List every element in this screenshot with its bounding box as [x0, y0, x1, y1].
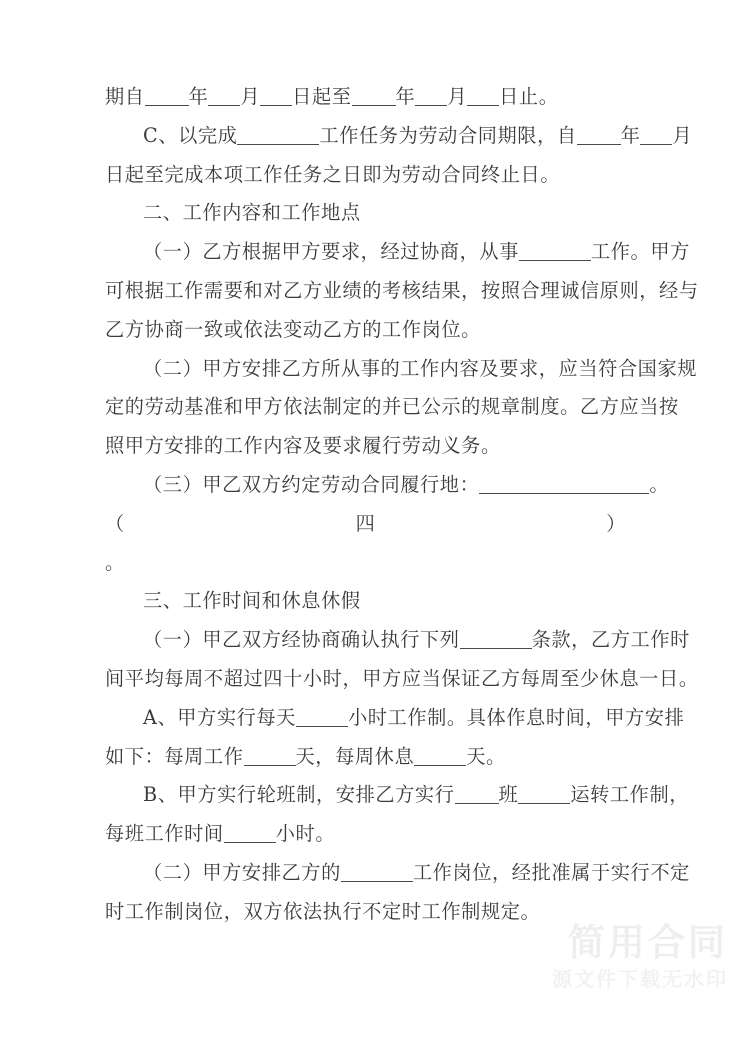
text-segment: 年 [188, 85, 209, 108]
contract-line [105, 815, 626, 854]
text-segment: 班 [498, 783, 519, 807]
contract-line [105, 78, 626, 117]
text-segment: 月 [447, 85, 468, 108]
fill-in-blank[interactable] [519, 245, 591, 261]
text-segment: 小时工作制。具体作息时间，甲方安排 [347, 705, 685, 729]
contract-line [105, 699, 685, 738]
fill-in-blank[interactable] [296, 711, 348, 727]
text-segment: B、甲方实行轮班制，安排乙方实行 [143, 783, 455, 807]
text-segment: 日起至完成本项工作任务之日即为劳动合同终止日。 [105, 162, 561, 186]
text-segment: 小时。 [275, 822, 336, 846]
section-number-four: 四 [355, 511, 376, 535]
fill-in-blank[interactable] [352, 90, 396, 106]
text-segment: 运转工作制， [570, 783, 690, 807]
text-segment: 工作任务为劳动合同期限，自 [319, 123, 577, 147]
text-segment: 乙方协商一致或依法变动乙方的工作岗位。 [105, 317, 481, 341]
heading-text: 二、工作内容和工作地点 [143, 201, 361, 225]
contract-line [105, 350, 698, 389]
fill-in-blank[interactable] [415, 90, 447, 106]
fill-in-blank[interactable] [455, 788, 499, 804]
text-segment: 天。 [466, 744, 506, 768]
text-segment: （三）甲乙双方约定劳动合同履行地： [143, 472, 480, 496]
section-heading-3 [105, 582, 626, 621]
paren-close: ） [606, 511, 626, 535]
text-segment: 日止。 [499, 85, 559, 108]
fill-in-blank[interactable] [467, 90, 499, 106]
fill-in-blank[interactable] [518, 788, 570, 804]
fill-in-blank[interactable] [208, 90, 240, 106]
contract-line [105, 660, 699, 699]
fill-in-blank[interactable] [145, 90, 189, 106]
document-body [105, 78, 699, 932]
contract-line [105, 893, 626, 932]
text-segment: 如下：每周工作 [105, 744, 244, 768]
fill-in-blank[interactable] [260, 90, 292, 106]
heading-text: 三、工作时间和休息休假 [143, 589, 361, 613]
fill-in-blank[interactable] [244, 750, 296, 766]
text-segment: 每班工作时间 [105, 822, 224, 846]
watermark-tagline: 源文件下载无水印 [552, 967, 728, 991]
text-segment: 工作岗位，经批准属于实行不定 [412, 860, 690, 884]
text-segment: 工作。甲方 [590, 240, 690, 264]
contract-line [105, 738, 626, 777]
watermark [552, 923, 728, 994]
text-segment: （二）甲方安排乙方的 [143, 860, 341, 884]
contract-line [105, 621, 690, 660]
text-segment: （一）甲乙双方经协商确认执行下列 [143, 628, 460, 652]
text-segment: 可根据工作需要和对乙方业绩的考核结果，按照合理诚信原则，经与 [105, 278, 699, 302]
contract-line [105, 233, 690, 272]
text-segment: （二）甲方安排乙方所从事的工作内容及要求，应当符合国家规 [143, 356, 698, 380]
text-segment: C、以完成 [143, 123, 238, 147]
text-segment: 日起至 [292, 85, 352, 108]
fill-in-blank[interactable] [224, 827, 276, 843]
fill-in-blank[interactable] [479, 478, 649, 494]
fill-in-blank[interactable] [341, 866, 413, 882]
watermark-brand: 简用合同 [568, 921, 728, 965]
fill-in-blank[interactable] [414, 750, 466, 766]
contract-line [105, 311, 626, 350]
paren-open: （ [105, 511, 125, 535]
text-segment: 定的劳动基准和甲方依法制定的并已公示的规章制度。乙方应当按 [105, 395, 679, 419]
contract-line [105, 117, 693, 156]
text-segment: 。 [649, 472, 670, 496]
text-segment: （一）乙方根据甲方要求，经过协商，从事 [143, 240, 519, 264]
orphan-period-line [105, 544, 626, 583]
fill-in-blank[interactable] [237, 129, 319, 145]
text-segment: 照甲方安排的工作内容及要求履行劳动义务。 [105, 434, 501, 458]
contract-line [105, 272, 699, 311]
contract-line [105, 466, 670, 505]
section-heading-2 [105, 194, 626, 233]
text-segment: 条款，乙方工作时 [531, 628, 690, 652]
fill-in-blank[interactable] [577, 129, 621, 145]
text-segment: 期自 [105, 85, 145, 108]
text-segment: 时工作制岗位，双方依法执行不定时工作制规定。 [105, 899, 541, 923]
text-segment: 月 [240, 85, 261, 108]
contract-line [105, 156, 626, 195]
contract-line [105, 388, 679, 427]
contract-line [105, 776, 690, 815]
contract-line [105, 854, 690, 893]
fill-in-blank[interactable] [640, 129, 672, 145]
text-segment: 月 [672, 123, 693, 147]
text-segment: 间平均每周不超过四十小时，甲方应当保证乙方每周至少休息一日。 [105, 666, 699, 690]
text-segment: 。 [105, 550, 125, 574]
justified-paren-line [105, 505, 626, 544]
text-segment: A、甲方实行每天 [143, 705, 296, 729]
text-segment: 年 [620, 123, 641, 147]
fill-in-blank[interactable] [460, 633, 532, 649]
contract-line [105, 427, 626, 466]
text-segment: 天，每周休息 [295, 744, 415, 768]
text-segment: 年 [395, 85, 416, 108]
